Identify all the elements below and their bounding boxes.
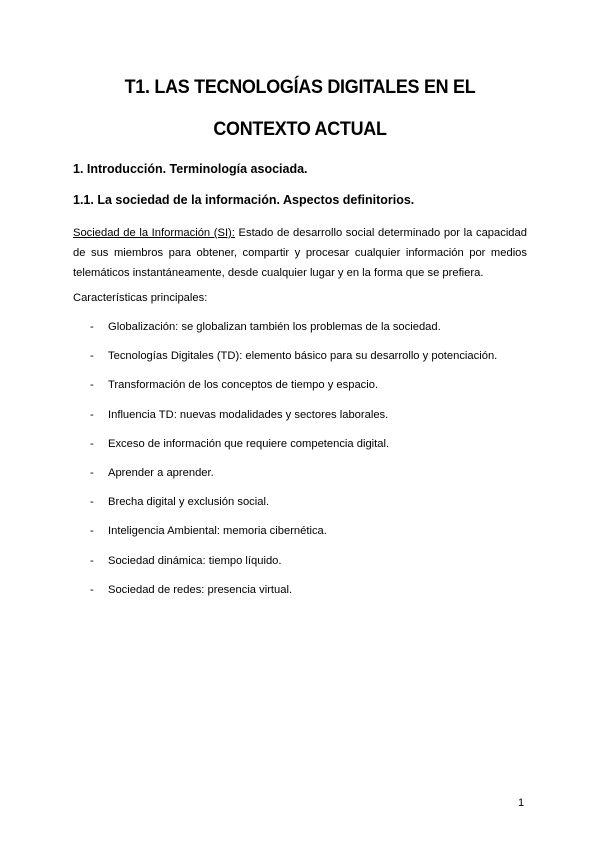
list-item <box>0 407 600 436</box>
bullet-dash: - <box>90 583 94 596</box>
list-item-text: Aprender a aprender. <box>108 466 214 479</box>
bullet-dash: - <box>90 437 94 450</box>
list-item-text: Globalización: se globalizan también los problemas de la sociedad. <box>108 321 441 333</box>
bullet-dash: - <box>90 379 94 392</box>
list-item <box>0 348 600 377</box>
bullet-dash: - <box>90 525 94 538</box>
definition-paragraph <box>73 223 527 283</box>
bullet-dash: - <box>90 496 94 509</box>
list-item <box>0 494 600 523</box>
definition-term: Sociedad de la Información (SI): <box>73 227 235 239</box>
list-item <box>0 553 600 582</box>
bullet-dash: - <box>90 350 94 363</box>
list-item-text: Brecha digital y exclusión social. <box>108 496 270 509</box>
list-item <box>0 377 600 406</box>
list-item <box>0 582 600 611</box>
definition-text: Estado de desarrollo social determinado por la capacidad de sus miembros para obtener, compartir y procesar cualquier información por medios telemáticos instantáneamente, desde cualquier lugar y en la forma que se prefiera. <box>73 227 527 279</box>
bullet-dash: - <box>90 466 94 479</box>
characteristics-list <box>0 319 600 611</box>
list-item-text: Exceso de información que requiere competencia digital. <box>108 437 390 450</box>
list-item-text: Influencia TD: nuevas modalidades y sectores laborales. <box>108 408 389 421</box>
bullet-dash: - <box>90 554 94 567</box>
list-item-text: Transformación de los conceptos de tiempo y espacio. <box>108 379 379 392</box>
list-item-text: Sociedad dinámica: tiempo líquido. <box>108 554 282 567</box>
list-item <box>0 523 600 552</box>
list-item <box>0 465 600 494</box>
page-number: 1 <box>518 797 525 809</box>
list-item-text: Inteligencia Ambiental: memoria cibernética. <box>108 525 327 538</box>
list-item <box>0 319 600 348</box>
bullet-dash: - <box>90 408 94 421</box>
document-title: T1. LAS TECNOLOGÍAS DIGITALES EN EL CONTEXTO ACTUAL <box>124 76 476 140</box>
list-item <box>0 436 600 465</box>
bullet-dash: - <box>90 321 94 333</box>
list-item-text: Tecnologías Digitales (TD): elemento básico para su desarrollo y potenciación. <box>108 350 498 363</box>
section-heading: 1. Introducción. Terminología asociada. <box>73 162 308 176</box>
subsection-heading: 1.1. La sociedad de la información. Aspectos definitorios. <box>73 193 415 207</box>
characteristics-lead: Características principales: <box>73 292 208 304</box>
list-item-text: Sociedad de redes: presencia virtual. <box>108 583 293 596</box>
